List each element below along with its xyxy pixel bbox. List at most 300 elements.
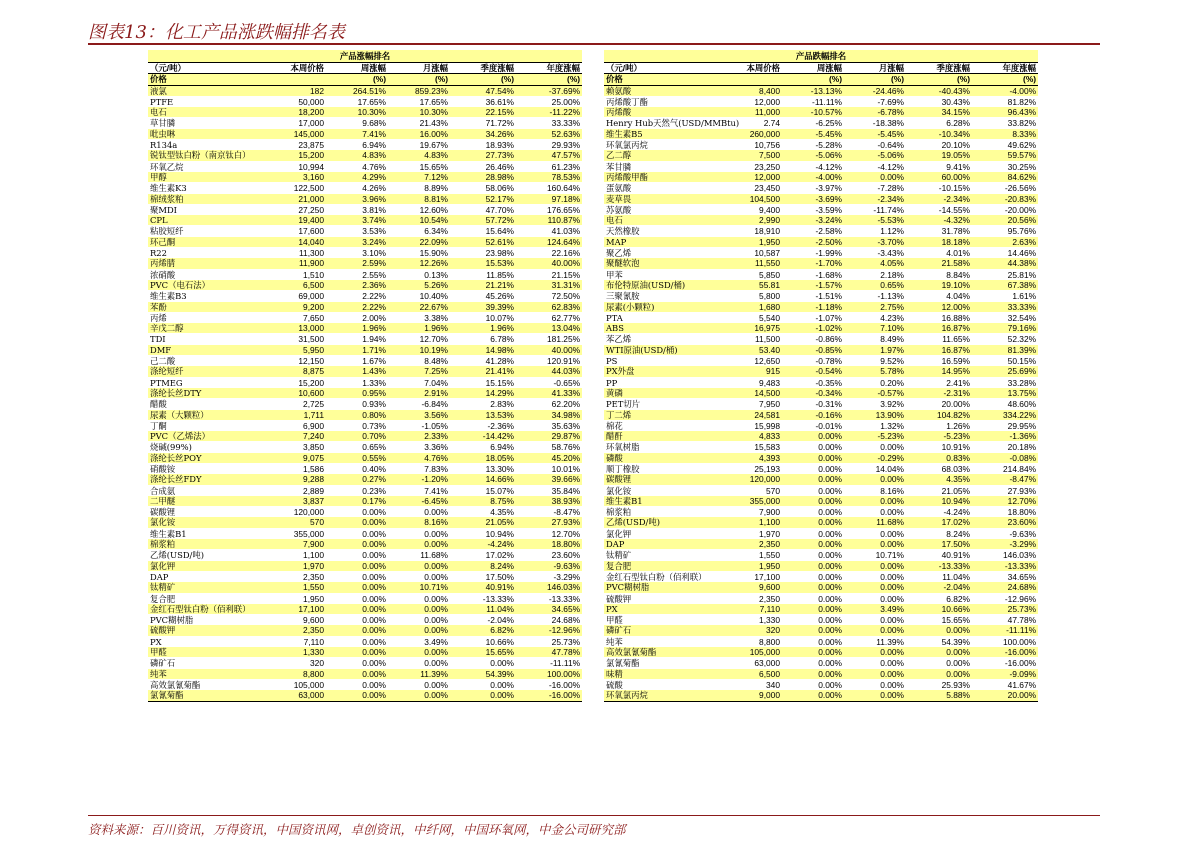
gainers-value-cell: 1,550 <box>264 582 326 593</box>
gainers-value-cell: 21.21% <box>450 280 516 291</box>
losers-value-cell: 17,100 <box>754 571 780 582</box>
losers-value-cell: 11.65% <box>942 334 970 345</box>
losers-table-row <box>604 517 1038 528</box>
losers-value-cell: 340 <box>766 679 780 690</box>
gainers-value-cell: 2.59% <box>326 258 388 269</box>
gainers-value-cell: 7.83% <box>424 463 448 474</box>
gainers-table-row <box>148 604 582 615</box>
gainers-table-row <box>148 323 582 334</box>
gainers-value-cell: -11.22% <box>516 107 582 118</box>
gainers-value-cell: 3.38% <box>424 312 448 323</box>
gainers-value-cell: 0.00% <box>424 615 448 626</box>
gainers-value-cell: 8,800 <box>264 669 326 680</box>
gainers-table-row <box>148 410 582 421</box>
gainers-table-row <box>148 334 582 345</box>
gainers-group-title: 产品涨幅排名 <box>148 50 582 63</box>
gainers-value-cell: 3.96% <box>326 194 388 205</box>
gainers-table-row <box>148 140 582 151</box>
gainers-table-row <box>148 85 582 96</box>
gainers-value-cell: 15.65% <box>419 161 448 172</box>
losers-value-cell: -7.69% <box>877 96 904 107</box>
losers-product-name: 维生素B1 <box>604 496 720 507</box>
gainers-value-cell: 182 <box>264 85 326 96</box>
losers-column-header: 年度涨幅 <box>972 63 1038 74</box>
gainers-value-cell: 12.70% <box>551 528 581 539</box>
gainers-value-cell: 120.91% <box>547 356 581 367</box>
losers-value-cell: 33.82% <box>1007 118 1037 129</box>
gainers-value-cell: -1.20% <box>388 474 450 485</box>
losers-value-cell: 320 <box>720 625 782 636</box>
losers-value-cell: 9,000 <box>720 690 782 701</box>
gainers-table-row <box>148 463 582 474</box>
gainers-value-cell: 5.26% <box>388 280 450 291</box>
losers-group-title: 产品跌幅排名 <box>604 50 1038 63</box>
losers-value-cell: -0.01% <box>815 420 842 431</box>
gainers-value-cell: 0.00% <box>362 571 386 582</box>
gainers-value-cell: 0.00% <box>388 604 450 615</box>
losers-value-cell: 1,950 <box>720 561 782 572</box>
losers-value-cell: 146.03% <box>1003 550 1037 561</box>
losers-value-cell: 104.82% <box>906 410 972 421</box>
gainers-value-cell: 15,200 <box>264 150 326 161</box>
losers-product-name: 甲醛 <box>606 615 623 626</box>
losers-product-name: 乙烯(USD/吨) <box>604 517 720 528</box>
losers-value-cell: 0.00% <box>844 625 906 636</box>
losers-table-row <box>604 528 1038 539</box>
losers-value-cell: -6.25% <box>815 118 842 129</box>
losers-value-cell: 67.38% <box>972 280 1038 291</box>
losers-value-cell: 12.70% <box>972 496 1038 507</box>
losers-value-cell: 17.02% <box>906 517 972 528</box>
gainers-value-cell: 0.00% <box>362 636 386 647</box>
losers-value-cell: -4.00% <box>972 85 1038 96</box>
losers-value-cell: 0.00% <box>818 442 842 453</box>
losers-table-row <box>604 582 1038 593</box>
gainers-value-cell: 110.87% <box>516 215 582 226</box>
gainers-value-cell: 3.36% <box>424 442 448 453</box>
gainers-table-row <box>148 356 582 367</box>
losers-product-name: 丙烯酸 <box>604 107 720 118</box>
losers-table-row <box>604 647 1038 658</box>
gainers-value-cell: 12,150 <box>298 356 324 367</box>
gainers-value-cell: 21.15% <box>551 269 581 280</box>
losers-value-cell: 2.18% <box>880 269 904 280</box>
gainers-value-cell: 13.04% <box>516 323 582 334</box>
gainers-value-cell: 7.41% <box>424 485 448 496</box>
losers-value-cell: 20.10% <box>941 140 970 151</box>
gainers-table-row <box>148 258 582 269</box>
gainers-product-name: DAP <box>150 571 169 582</box>
gainers-value-cell: 1,586 <box>303 463 324 474</box>
gainers-value-cell: -6.84% <box>421 399 448 410</box>
gainers-value-cell: 0.80% <box>326 410 388 421</box>
losers-value-cell: 20.00% <box>941 399 970 410</box>
losers-value-cell: -3.97% <box>815 183 842 194</box>
losers-value-cell: -0.78% <box>815 356 842 367</box>
gainers-table-row <box>148 377 582 388</box>
gainers-table-row <box>148 280 582 291</box>
gainers-table-row <box>148 517 582 528</box>
losers-value-cell: 10,587 <box>754 248 780 259</box>
gainers-table-row <box>148 129 582 140</box>
losers-value-cell: -0.34% <box>782 388 844 399</box>
losers-value-cell: 48.60% <box>1007 399 1037 410</box>
losers-product-name: 醋酐 <box>604 431 720 442</box>
losers-product-name: 三聚氰胺 <box>606 291 640 302</box>
losers-value-cell: 570 <box>766 485 780 496</box>
losers-table-row <box>604 474 1038 485</box>
losers-value-cell: 4.01% <box>946 248 970 259</box>
losers-table-row <box>604 604 1038 615</box>
losers-value-cell: 100.00% <box>1003 636 1037 647</box>
gainers-value-cell: 13.53% <box>450 410 516 421</box>
gainers-value-cell: 28.98% <box>450 172 516 183</box>
gainers-product-name: 棉浆粕 <box>148 539 264 550</box>
gainers-table-row <box>148 615 582 626</box>
gainers-value-cell: 3.10% <box>362 248 386 259</box>
gainers-value-cell: 8.48% <box>424 356 448 367</box>
losers-value-cell: 10.71% <box>875 550 904 561</box>
losers-value-cell: 0.00% <box>880 593 904 604</box>
gainers-value-cell: 145,000 <box>264 129 326 140</box>
gainers-value-cell: 40.00% <box>516 258 582 269</box>
gainers-product-name: 环己酮 <box>148 237 264 248</box>
losers-product-name: 聚醚软泡 <box>604 258 720 269</box>
gainers-value-cell: 15.65% <box>450 647 516 658</box>
losers-value-cell: 0.00% <box>818 463 842 474</box>
gainers-value-cell: 21,000 <box>264 194 326 205</box>
gainers-value-cell: 320 <box>310 658 324 669</box>
losers-product-name: 尿素(小颗粒) <box>604 302 720 313</box>
losers-value-cell: 18,910 <box>754 226 780 237</box>
gainers-value-cell: 17.65% <box>419 96 448 107</box>
gainers-value-cell: 41.28% <box>485 356 514 367</box>
losers-value-cell: 19.10% <box>906 280 972 291</box>
gainers-value-cell: 1,510 <box>303 269 324 280</box>
losers-value-cell: -1.57% <box>782 280 844 291</box>
losers-product-name: 磷酸 <box>604 453 720 464</box>
gainers-value-cell: 6,500 <box>264 280 326 291</box>
gainers-product-name: DMF <box>148 345 264 356</box>
losers-value-cell: 0.00% <box>818 485 842 496</box>
losers-value-cell: 30.43% <box>941 96 970 107</box>
losers-product-name: 硫酸 <box>606 679 623 690</box>
gainers-value-cell: 21.05% <box>450 517 516 528</box>
losers-value-cell: -26.56% <box>1004 183 1037 194</box>
gainers-value-cell: -0.65% <box>553 377 581 388</box>
losers-table-row <box>604 463 1038 474</box>
gainers-value-cell: 47.78% <box>516 647 582 658</box>
gainers-product-name: 草甘膦 <box>150 118 176 129</box>
losers-value-cell: 47.78% <box>1007 615 1037 626</box>
losers-value-cell: -5.53% <box>844 215 906 226</box>
losers-value-cell: -4.00% <box>782 172 844 183</box>
losers-value-cell: 31.78% <box>941 226 970 237</box>
losers-product-name: 棉花 <box>606 420 623 431</box>
losers-value-cell: 355,000 <box>720 496 782 507</box>
losers-table-row <box>604 571 1038 582</box>
losers-product-name: 氯氰菊酯 <box>606 658 640 669</box>
losers-value-cell: 25,193 <box>754 463 780 474</box>
losers-value-cell: 0.00% <box>818 593 842 604</box>
gainers-value-cell: 45.20% <box>516 453 582 464</box>
losers-value-cell: -18.38% <box>872 118 904 129</box>
gainers-value-cell: 10.66% <box>485 636 514 647</box>
gainers-value-cell: 15.90% <box>419 248 448 259</box>
losers-value-cell: 34.65% <box>1007 571 1037 582</box>
gainers-header-row <box>148 63 582 74</box>
losers-value-cell: -20.83% <box>972 194 1038 205</box>
gainers-value-cell: 1,970 <box>264 561 326 572</box>
losers-product-name: 硫酸钾 <box>606 593 632 604</box>
gainers-value-cell: 3.49% <box>424 636 448 647</box>
gainers-value-cell: 160.64% <box>547 183 581 194</box>
losers-value-cell: -1.99% <box>815 248 842 259</box>
gainers-value-cell: 47.57% <box>516 150 582 161</box>
gainers-table-row <box>148 204 582 215</box>
losers-value-cell: 0.00% <box>782 625 844 636</box>
gainers-value-cell: 14.66% <box>450 474 516 485</box>
losers-value-cell: 2.63% <box>972 237 1038 248</box>
gainers-value-cell: 6.94% <box>362 140 386 151</box>
losers-value-cell: 2.41% <box>946 377 970 388</box>
losers-value-cell: 27.93% <box>1007 485 1037 496</box>
losers-value-cell: 0.00% <box>818 507 842 518</box>
gainers-product-name: 二甲醚 <box>148 496 264 507</box>
losers-value-cell: -0.29% <box>844 453 906 464</box>
gainers-table-row <box>148 291 582 302</box>
losers-value-cell: 0.00% <box>844 172 906 183</box>
losers-value-cell: 59.57% <box>972 150 1038 161</box>
gainers-value-cell: 17.50% <box>485 571 514 582</box>
losers-value-cell: 7,950 <box>759 399 780 410</box>
losers-value-cell: 1.32% <box>880 420 904 431</box>
gainers-product-name: PX <box>150 636 162 647</box>
losers-value-cell: -13.33% <box>972 561 1038 572</box>
gainers-value-cell: 22.16% <box>551 248 581 259</box>
losers-value-cell: -11.11% <box>972 625 1038 636</box>
gainers-value-cell: 8.81% <box>388 194 450 205</box>
losers-table-row <box>604 625 1038 636</box>
gainers-product-name: PVC（电石法） <box>148 280 264 291</box>
losers-value-cell: 0.00% <box>818 636 842 647</box>
losers-value-cell: -14.55% <box>938 204 970 215</box>
losers-table-row <box>604 420 1038 431</box>
gainers-product-name: 甲醇 <box>148 172 264 183</box>
losers-table <box>604 50 1038 702</box>
losers-table-row <box>604 539 1038 550</box>
losers-value-cell: 1,680 <box>720 302 782 313</box>
losers-value-cell: -3.43% <box>877 248 904 259</box>
gainers-value-cell: 62.83% <box>516 302 582 313</box>
gainers-value-cell: 100.00% <box>516 669 582 680</box>
gainers-product-name: 浓硝酸 <box>150 269 176 280</box>
gainers-value-cell: 0.00% <box>362 507 386 518</box>
losers-product-name: MAP <box>604 237 720 248</box>
gainers-value-cell: 11.39% <box>388 669 450 680</box>
losers-table-row <box>604 258 1038 269</box>
gainers-value-cell: 0.00% <box>326 625 388 636</box>
losers-value-cell: 40.91% <box>941 550 970 561</box>
losers-value-cell: 260,000 <box>720 129 782 140</box>
gainers-table-row <box>148 172 582 183</box>
losers-table-row <box>604 118 1038 129</box>
losers-value-cell: 81.82% <box>1007 96 1037 107</box>
losers-value-cell: 19.05% <box>906 150 972 161</box>
losers-value-cell: 11.04% <box>942 571 970 582</box>
gainers-value-cell: 41.33% <box>516 388 582 399</box>
gainers-value-cell: 62.20% <box>551 399 581 410</box>
gainers-value-cell: 23.60% <box>551 550 581 561</box>
gainers-value-cell: 17,000 <box>298 118 324 129</box>
losers-value-cell: 0.00% <box>880 679 904 690</box>
losers-value-cell: 0.00% <box>844 539 906 550</box>
gainers-value-cell: 2.91% <box>388 388 450 399</box>
losers-table-row <box>604 161 1038 172</box>
gainers-product-name: 涤纶长丝FDY <box>148 474 264 485</box>
losers-value-cell: 5,540 <box>759 312 780 323</box>
gainers-value-cell: 44.03% <box>516 366 582 377</box>
losers-value-cell: 33.33% <box>972 302 1038 313</box>
losers-value-cell: 21.58% <box>906 258 972 269</box>
gainers-value-cell: 859.23% <box>388 85 450 96</box>
gainers-value-cell: 11.04% <box>450 604 516 615</box>
gainers-unit-cell: (%) <box>516 74 582 85</box>
losers-value-cell: 32.54% <box>1007 312 1037 323</box>
losers-value-cell: 4.04% <box>946 291 970 302</box>
losers-unit-cell: (%) <box>906 74 972 85</box>
losers-value-cell: 5.78% <box>844 366 906 377</box>
losers-value-cell: 1,100 <box>720 517 782 528</box>
gainers-value-cell: 25.00% <box>551 96 581 107</box>
gainers-table-row <box>148 561 582 572</box>
gainers-table-row <box>148 647 582 658</box>
losers-table-row <box>604 561 1038 572</box>
losers-value-cell: 4.23% <box>880 312 904 323</box>
losers-value-cell: 14.46% <box>1007 248 1037 259</box>
losers-value-cell: 6.28% <box>946 118 970 129</box>
gainers-value-cell: 0.00% <box>362 550 386 561</box>
gainers-value-cell: 0.55% <box>326 453 388 464</box>
source-note: 资料来源：百川资讯，万得资讯，中国资讯网，卓创资讯，中纤网，中国环氧网，中金公司研究部 <box>88 822 626 837</box>
losers-value-cell: 8.84% <box>946 269 970 280</box>
losers-value-cell: 8,400 <box>720 85 782 96</box>
losers-value-cell: -0.35% <box>815 377 842 388</box>
gainers-value-cell: 2,350 <box>264 625 326 636</box>
gainers-table-row <box>148 269 582 280</box>
gainers-table-row <box>148 107 582 118</box>
gainers-value-cell: 2.36% <box>326 280 388 291</box>
gainers-product-name: 硫酸钾 <box>148 625 264 636</box>
gainers-value-cell: 12.70% <box>419 334 448 345</box>
losers-value-cell: -5.06% <box>844 150 906 161</box>
losers-value-cell: 16.87% <box>906 345 972 356</box>
losers-value-cell: 41.67% <box>1007 679 1037 690</box>
losers-value-cell: 13.75% <box>972 388 1038 399</box>
gainers-value-cell: 19,400 <box>264 215 326 226</box>
losers-value-cell: 81.39% <box>972 345 1038 356</box>
losers-value-cell: -5.28% <box>815 140 842 151</box>
losers-value-cell: 0.00% <box>844 669 906 680</box>
losers-product-name: 棉浆粕 <box>606 507 632 518</box>
gainers-value-cell: -12.96% <box>516 625 582 636</box>
gainers-value-cell: 34.26% <box>450 129 516 140</box>
gainers-table-row <box>148 237 582 248</box>
losers-value-cell: -0.86% <box>815 334 842 345</box>
losers-value-cell: 0.00% <box>818 679 842 690</box>
gainers-value-cell: 0.40% <box>362 463 386 474</box>
losers-value-cell: 0.00% <box>818 658 842 669</box>
losers-product-name: 乙二醇 <box>604 150 720 161</box>
gainers-product-name: CPL <box>148 215 264 226</box>
gainers-value-cell: 27.73% <box>450 150 516 161</box>
losers-value-cell: -1.70% <box>782 258 844 269</box>
gainers-value-cell: 52.17% <box>450 194 516 205</box>
gainers-value-cell: 21.41% <box>450 366 516 377</box>
losers-value-cell: -11.74% <box>873 204 904 215</box>
losers-value-cell: -1.36% <box>972 431 1038 442</box>
gainers-value-cell: 0.00% <box>362 679 386 690</box>
gainers-value-cell: -1.05% <box>421 420 448 431</box>
losers-value-cell: 18.18% <box>906 237 972 248</box>
losers-value-cell: 14.95% <box>906 366 972 377</box>
gainers-value-cell: 2.00% <box>362 312 386 323</box>
losers-value-cell: 0.00% <box>782 517 844 528</box>
losers-value-cell: 15.65% <box>941 615 970 626</box>
gainers-table-row <box>148 312 582 323</box>
losers-value-cell: 0.00% <box>880 442 904 453</box>
gainers-table-row <box>148 582 582 593</box>
losers-value-cell: -20.00% <box>1004 204 1037 215</box>
gainers-value-cell: 15,200 <box>298 377 324 388</box>
losers-unit-cell: (%) <box>782 74 844 85</box>
gainers-value-cell: 0.00% <box>326 517 388 528</box>
losers-table-row <box>604 291 1038 302</box>
losers-product-name: PS <box>606 356 618 367</box>
losers-value-cell: 14,500 <box>720 388 782 399</box>
losers-value-cell: 0.00% <box>782 496 844 507</box>
losers-value-cell: 1.12% <box>880 226 904 237</box>
gainers-product-name: 磷矿石 <box>150 658 176 669</box>
gainers-value-cell: 35.84% <box>551 485 581 496</box>
gainers-product-name: 丁酮 <box>150 420 167 431</box>
gainers-product-name: 氯化钾 <box>148 561 264 572</box>
gainers-value-cell: 8.24% <box>450 561 516 572</box>
gainers-product-name: PTMEG <box>150 377 183 388</box>
gainers-value-cell: 0.00% <box>326 582 388 593</box>
gainers-value-cell: 0.00% <box>424 571 448 582</box>
gainers-product-name: 金红石型钛白粉（佰利联） <box>148 604 264 615</box>
losers-table-row <box>604 399 1038 410</box>
gainers-product-name: 维生素K3 <box>150 183 187 194</box>
gainers-value-cell: 11.85% <box>486 269 514 280</box>
gainers-value-cell: -13.33% <box>482 593 514 604</box>
gainers-value-cell: 7.41% <box>326 129 388 140</box>
losers-value-cell: -2.04% <box>906 582 972 593</box>
losers-value-cell: 63,000 <box>754 658 780 669</box>
losers-value-cell: 50.15% <box>1007 356 1037 367</box>
gainers-value-cell: 10,994 <box>298 161 324 172</box>
losers-product-name: 金红石型钛白粉（佰利联） <box>606 571 707 582</box>
losers-value-cell: 2,350 <box>759 593 780 604</box>
losers-value-cell: 7,110 <box>720 604 782 615</box>
gainers-product-name: TDI <box>150 334 166 345</box>
gainers-product-name: 吡虫啉 <box>148 129 264 140</box>
losers-value-cell: -2.58% <box>815 226 842 237</box>
losers-value-cell: 8.33% <box>972 129 1038 140</box>
gainers-value-cell: 3,160 <box>264 172 326 183</box>
losers-table-row <box>604 237 1038 248</box>
